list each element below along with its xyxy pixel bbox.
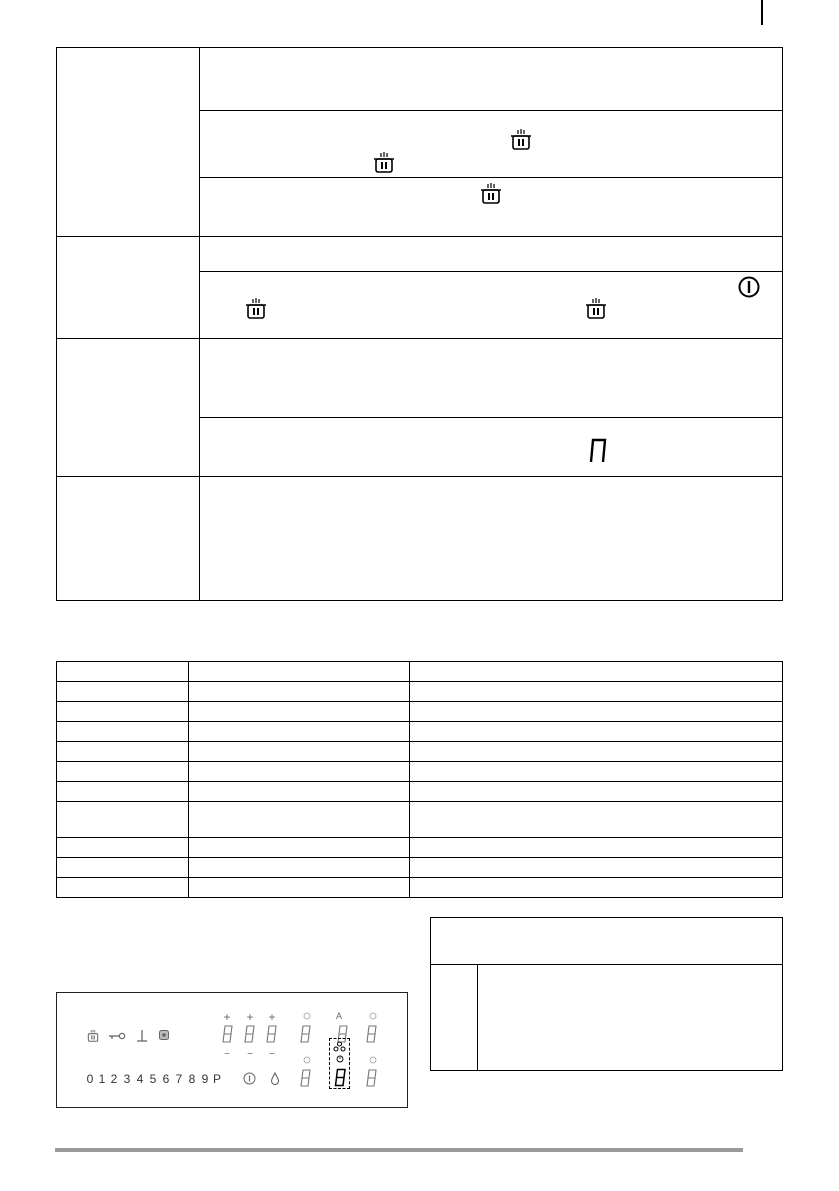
fan-timer-icon (336, 1055, 344, 1063)
level-0[interactable]: 0 (86, 1072, 94, 1086)
power-button-icon[interactable] (243, 1072, 256, 1085)
segment-n-icon (587, 436, 609, 464)
level-8[interactable]: 8 (188, 1072, 196, 1086)
zone-display-2 (244, 1025, 256, 1043)
timer-icon (303, 1056, 311, 1064)
level-3[interactable]: 3 (123, 1072, 131, 1086)
pot-icon (372, 151, 396, 175)
timer-display-bottom (300, 1069, 312, 1087)
zone-display-3 (266, 1025, 278, 1043)
light-icon (369, 1056, 377, 1064)
minus-button-2[interactable]: − (247, 1049, 253, 1060)
key-icon[interactable] (108, 1030, 126, 1042)
level-1[interactable]: 1 (98, 1072, 106, 1086)
level-4[interactable]: 4 (136, 1072, 144, 1086)
minus-button-1[interactable]: − (224, 1049, 230, 1060)
plus-button-1[interactable]: + (223, 1010, 231, 1024)
timer-icon (303, 1012, 311, 1020)
crop-mark (757, 0, 767, 25)
power-icon (737, 275, 761, 299)
level-2[interactable]: 2 (110, 1072, 118, 1086)
footer-bar (55, 1148, 743, 1152)
plus-button-3[interactable]: + (268, 1010, 276, 1024)
auto-label: A (335, 1011, 342, 1021)
zone-display-1 (222, 1025, 234, 1043)
lock-icon[interactable] (158, 1029, 170, 1041)
control-panel (56, 992, 408, 1108)
level-5[interactable]: 5 (149, 1072, 157, 1086)
level-p[interactable]: P (212, 1072, 221, 1086)
right-display-top (366, 1025, 378, 1043)
drop-icon[interactable] (270, 1072, 280, 1085)
plus-button-2[interactable]: + (246, 1010, 254, 1024)
timer-display-top (300, 1025, 312, 1043)
pot-icon (479, 182, 503, 206)
pot-icon (584, 297, 608, 321)
pot-icon (244, 297, 268, 321)
minus-button-3[interactable]: − (269, 1049, 275, 1060)
fan-icon[interactable] (333, 1041, 346, 1052)
level-7[interactable]: 7 (175, 1072, 183, 1086)
bridge-icon[interactable] (136, 1029, 148, 1043)
level-9[interactable]: 9 (201, 1072, 209, 1086)
pot-icon[interactable] (86, 1029, 100, 1043)
pot-icon (509, 128, 533, 152)
light-icon (369, 1012, 377, 1020)
fan-display (334, 1068, 347, 1087)
right-display-bottom (366, 1069, 378, 1087)
level-6[interactable]: 6 (162, 1072, 170, 1086)
